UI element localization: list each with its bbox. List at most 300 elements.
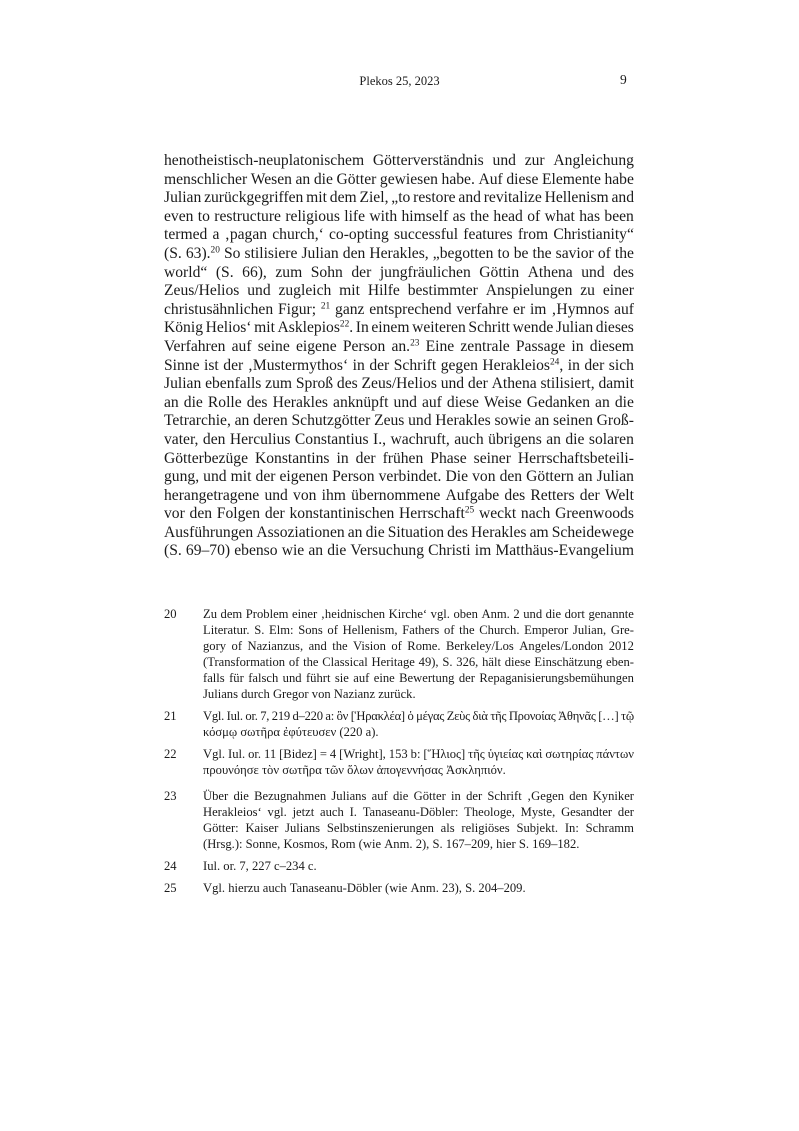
text-line [164, 505, 634, 524]
word: c–234 [274, 859, 305, 873]
word: henotheistisch-neuplatonischem [164, 152, 365, 169]
word: Götter [413, 789, 446, 803]
word: menschlicher [164, 170, 248, 188]
word: κόσμῳ [203, 725, 238, 739]
word: weiteren [412, 319, 466, 337]
word: habe [604, 170, 634, 188]
word: der [264, 505, 285, 523]
word: des [613, 263, 634, 281]
word: die [392, 789, 409, 803]
word: σωτῆρα [240, 725, 280, 739]
word: von [293, 486, 317, 504]
word: im [529, 300, 547, 318]
word: frühen [382, 449, 424, 467]
word: Vision [353, 639, 386, 653]
text-line [203, 622, 634, 638]
word: Constantius [294, 430, 369, 448]
word: die [614, 393, 634, 411]
word: entsprechend [369, 300, 452, 318]
word: eigene [295, 337, 337, 355]
word: deren [253, 412, 288, 430]
word: und [581, 263, 605, 281]
footnote-number: 20 [164, 607, 177, 621]
word: übrigens [488, 430, 542, 448]
word: eine [373, 671, 395, 685]
word: Sohn [310, 263, 343, 281]
word: den [189, 505, 213, 523]
word: seine [257, 337, 290, 355]
word: S. [465, 881, 476, 895]
word: c. [307, 859, 317, 873]
text-line [164, 431, 634, 450]
word: 167–209, [445, 837, 493, 851]
text-line [164, 264, 634, 283]
word: im [474, 542, 492, 560]
word: Herakles [272, 393, 328, 411]
word: from [517, 226, 549, 244]
word: jetzt [292, 805, 315, 819]
text-line [203, 606, 634, 622]
word: 204–209. [478, 881, 526, 895]
word: ἐφύτευσεν [283, 725, 337, 739]
word: ebenso [234, 542, 278, 560]
footnote-ref: 21 [320, 301, 331, 312]
word: (S. [215, 263, 234, 281]
word: der [351, 263, 372, 281]
word: sich [608, 356, 634, 374]
word: anknüpft [333, 393, 389, 411]
word: Hilfe [367, 282, 400, 300]
word: an [534, 412, 550, 430]
word: solaren [588, 430, 634, 448]
word: Problem [245, 607, 289, 621]
word: des [246, 393, 268, 411]
word: Herrschaftsbeteili- [517, 449, 634, 467]
word: die [233, 789, 249, 803]
word: savior [555, 244, 594, 262]
text-line [203, 670, 634, 686]
word: mit [230, 468, 252, 486]
word: diese [446, 393, 479, 411]
word: Herrschaft$^{25}$ [399, 505, 475, 523]
word: 227 [251, 859, 271, 873]
word: πάντων [596, 747, 634, 761]
word: zurück. [378, 687, 416, 701]
word: falsch [248, 671, 279, 685]
word: auf [421, 393, 442, 411]
word: diese [506, 170, 539, 188]
word: Julians [331, 789, 367, 803]
word: church,‘ [272, 226, 324, 244]
word: religiöses [461, 821, 510, 835]
word: (Transformation [203, 655, 286, 669]
text-line [203, 804, 634, 820]
word: Figur; [277, 300, 317, 318]
word: von [311, 687, 331, 701]
word: τῆς [490, 709, 507, 723]
word: König [164, 319, 203, 337]
footnote-text [203, 606, 634, 702]
word: world“ [164, 263, 208, 281]
word: 219 [271, 709, 290, 723]
word: Rom [331, 837, 356, 851]
word: Elm: [269, 623, 294, 637]
word: [Bidez] [279, 747, 317, 761]
word: 69–70) [185, 542, 231, 560]
text-line [164, 226, 634, 245]
word: der [584, 356, 605, 374]
word: προυνόησε [203, 763, 259, 777]
word: Gre- [610, 623, 634, 637]
word: 23), [442, 881, 462, 895]
word: und [440, 375, 465, 393]
word: and [611, 189, 634, 207]
word: Ζεὺς [446, 709, 470, 723]
word: Selbstinszenierungen [326, 821, 434, 835]
footnote [164, 788, 634, 852]
word: Church. [479, 623, 520, 637]
word: 63).$^{20}$ [185, 244, 220, 262]
word: in [567, 356, 580, 374]
text-line [203, 686, 634, 702]
word: been [604, 207, 634, 225]
word: Sproß [295, 375, 334, 393]
main-text [164, 152, 634, 561]
word: Julian [164, 375, 202, 393]
word: ‚Mustermythos‘ [247, 356, 349, 374]
word: the [532, 244, 552, 262]
word: eben- [606, 655, 634, 669]
word: διὰ [472, 709, 488, 723]
word: Iul. [228, 747, 246, 761]
word: wie [281, 542, 305, 560]
word: habe. [441, 170, 475, 188]
word: Julians [203, 687, 238, 701]
word: ἀπογεννήσας [376, 763, 443, 777]
word: konstantinischen [289, 505, 395, 523]
word: 326, [456, 655, 479, 669]
word: zu [580, 282, 595, 300]
word: auf [231, 337, 252, 355]
word: revitalize [483, 189, 542, 207]
word: durch [241, 687, 270, 701]
word: Aufgabe [445, 486, 500, 504]
word: even [164, 207, 194, 225]
word: des [504, 486, 526, 504]
word: In [355, 319, 369, 337]
word: hierzu [228, 881, 260, 895]
word: καὶ [526, 747, 543, 761]
footnote [164, 708, 634, 740]
word: diesem [589, 337, 634, 355]
word: Anspielungen [485, 282, 573, 300]
word: a: [325, 709, 334, 723]
text-line [203, 858, 634, 874]
word: 66), [242, 263, 267, 281]
word: jungfräulichen [379, 263, 471, 281]
word: Athena [527, 263, 573, 281]
footnote-number: 23 [164, 789, 177, 803]
word: bestimmter [407, 282, 478, 300]
word: an [295, 170, 311, 188]
text-line [203, 788, 634, 804]
footnote-number: 25 [164, 881, 177, 895]
word: stilisiert, [540, 375, 595, 393]
word: Kirche‘ [388, 607, 428, 621]
word: ‚Gegen [526, 789, 565, 803]
word: of [443, 623, 455, 637]
word: τῶν [324, 763, 344, 777]
text-line [164, 375, 634, 394]
word: Vgl. [203, 747, 226, 761]
word: der [466, 789, 483, 803]
word: der [369, 356, 390, 374]
word: himself [401, 207, 449, 225]
text-line [203, 638, 634, 654]
word: or. [223, 859, 237, 873]
word: Göttern [526, 468, 574, 486]
word: sie [334, 671, 349, 685]
word: Theologe, [464, 805, 515, 819]
word: in [352, 356, 365, 374]
footnotes [164, 606, 634, 902]
running-head: Plekos 25, 2023 [359, 74, 440, 88]
word: and [458, 189, 481, 207]
word: Literatur. [203, 623, 250, 637]
word: dieses [595, 319, 634, 337]
word: Julian [596, 468, 634, 486]
word: gory [203, 639, 227, 653]
word: verbindet. [378, 468, 442, 486]
word: (S. [164, 542, 182, 560]
word: Julian [301, 244, 339, 262]
word: den [569, 789, 588, 803]
word: des [447, 523, 468, 541]
text-line [203, 820, 634, 836]
word: die [313, 170, 333, 188]
word: Person [332, 468, 375, 486]
word: wende [512, 319, 554, 337]
word: to [497, 244, 510, 262]
word: nach [520, 505, 551, 523]
word: Rome. [407, 639, 441, 653]
word: Götterverständnis [372, 152, 484, 169]
footnote-ref: 24 [549, 356, 560, 367]
word: Welt [604, 486, 634, 504]
word: 7, [239, 859, 249, 873]
word: und [393, 393, 417, 411]
word: oben [453, 607, 478, 621]
word: Fathers [402, 623, 440, 637]
word: co-opting [329, 226, 389, 244]
text-line [164, 524, 634, 543]
word: Schrift [393, 356, 437, 374]
word: Göttin [479, 263, 520, 281]
word: weckt [478, 505, 517, 523]
word: diese [504, 655, 531, 669]
word: Sonne, [245, 837, 281, 851]
word: auf [614, 300, 634, 318]
text-line [164, 412, 634, 431]
word: auch [262, 881, 287, 895]
word: 7, [260, 709, 270, 723]
word: Anm. [410, 881, 439, 895]
word: In: [564, 821, 579, 835]
word: [Ἥλιος] [423, 747, 466, 761]
word: Herakles, [369, 244, 429, 262]
footnote-text [203, 788, 634, 852]
word: of [231, 639, 243, 653]
text-line [164, 208, 634, 227]
word: to [197, 207, 210, 225]
word: Auf [478, 170, 503, 188]
word: has [579, 207, 601, 225]
text-line [164, 282, 634, 301]
word: (220 [339, 725, 363, 739]
word: Greenwoods [555, 505, 634, 523]
word: Angeles/London [519, 639, 604, 653]
word: Götter [336, 170, 377, 188]
word: ist [204, 356, 219, 374]
word: Nazianzus, [247, 639, 304, 653]
word: Schramm [585, 821, 634, 835]
word: Person [342, 337, 386, 355]
word: und [492, 152, 516, 169]
word: und [203, 468, 227, 486]
text-line [164, 152, 634, 171]
word: die [365, 523, 385, 541]
word: S. [518, 837, 530, 851]
word: Subjekt. [516, 821, 559, 835]
word: und [282, 671, 302, 685]
word: „to [391, 189, 411, 207]
word: an [347, 523, 363, 541]
word: an [234, 412, 250, 430]
word: of [391, 639, 402, 653]
word: (wie [385, 881, 408, 895]
word: hält [482, 655, 501, 669]
word: Myste, [520, 805, 556, 819]
word: zugleich [278, 282, 332, 300]
word: Nazianz [333, 687, 376, 701]
footnote-text [203, 746, 634, 778]
word: Vgl. [203, 709, 225, 723]
word: 153 [388, 747, 408, 761]
word: be [513, 244, 529, 262]
word: Iul. [226, 709, 243, 723]
word: So [223, 244, 241, 262]
word: vgl. [430, 607, 450, 621]
word: sowie [494, 412, 531, 430]
word: S. [254, 623, 265, 637]
word: Zeus/Helios [164, 282, 240, 300]
text-line [203, 724, 634, 740]
word: Götter: [203, 821, 239, 835]
word: mit [254, 319, 275, 337]
word: Phase [430, 449, 467, 467]
word: zur [524, 152, 545, 169]
word: christusähnlichen [164, 300, 274, 318]
word: falls [203, 671, 225, 685]
word [321, 301, 330, 320]
word: gewiesen [379, 170, 438, 188]
text-line [203, 880, 634, 896]
text-line [164, 468, 634, 487]
word: ‚Hymnos [551, 300, 610, 318]
word: Kaiser [245, 821, 279, 835]
word: Julian [164, 189, 202, 207]
word: genannte [588, 607, 634, 621]
word: an [164, 393, 179, 411]
word: and [308, 639, 327, 653]
word: with [369, 207, 398, 225]
word: Sons [298, 623, 323, 637]
text-line [164, 301, 634, 320]
word: or. [245, 709, 258, 723]
word: Kyniker [592, 789, 634, 803]
word: Über [203, 789, 229, 803]
word: Christi [428, 542, 471, 560]
word: Herakles [435, 412, 491, 430]
word: Weise [484, 393, 522, 411]
word: den [499, 468, 523, 486]
word: Tetrarchie, [164, 412, 231, 430]
word: Berkeley/Los [445, 639, 514, 653]
word: wachruft, [390, 430, 450, 448]
word: zurückgegriffen [204, 189, 304, 207]
word: an.$^{23}$ [391, 337, 420, 355]
word: Die [445, 468, 469, 486]
word: Kosmos, [283, 837, 328, 851]
word: den [202, 430, 226, 448]
word: a [212, 226, 220, 244]
text-line [164, 542, 634, 561]
word: und [264, 486, 288, 504]
word: as [452, 207, 466, 225]
text-line [203, 836, 634, 852]
page-number: 9 [620, 72, 627, 87]
word: [Ἡρακλέα] [350, 709, 405, 723]
word: d–220 [292, 709, 323, 723]
word: an [595, 393, 610, 411]
word: Situation [387, 523, 445, 541]
word: und [408, 412, 432, 430]
word: of [597, 244, 611, 262]
word: der [579, 486, 600, 504]
word: Προνοίας [508, 709, 556, 723]
text-line [203, 746, 634, 762]
word: Wesen [250, 170, 292, 188]
word: an [546, 430, 561, 448]
word: Verfahren [164, 337, 226, 355]
word: des [336, 375, 358, 393]
footnote [164, 606, 634, 702]
word: Konstantins [255, 449, 330, 467]
word: 2 [513, 607, 520, 621]
word: damit [598, 375, 634, 393]
word: Zeus/Helios [361, 375, 437, 393]
word: dem [329, 189, 357, 207]
word: Julian, [572, 623, 607, 637]
word: Schrift [487, 789, 522, 803]
word: Classical [322, 655, 368, 669]
word: der [255, 468, 276, 486]
word: zentrale [460, 337, 510, 355]
word: Anm. [384, 837, 413, 851]
word: als [440, 821, 455, 835]
word: Julian [555, 319, 594, 337]
text-line [164, 394, 634, 413]
